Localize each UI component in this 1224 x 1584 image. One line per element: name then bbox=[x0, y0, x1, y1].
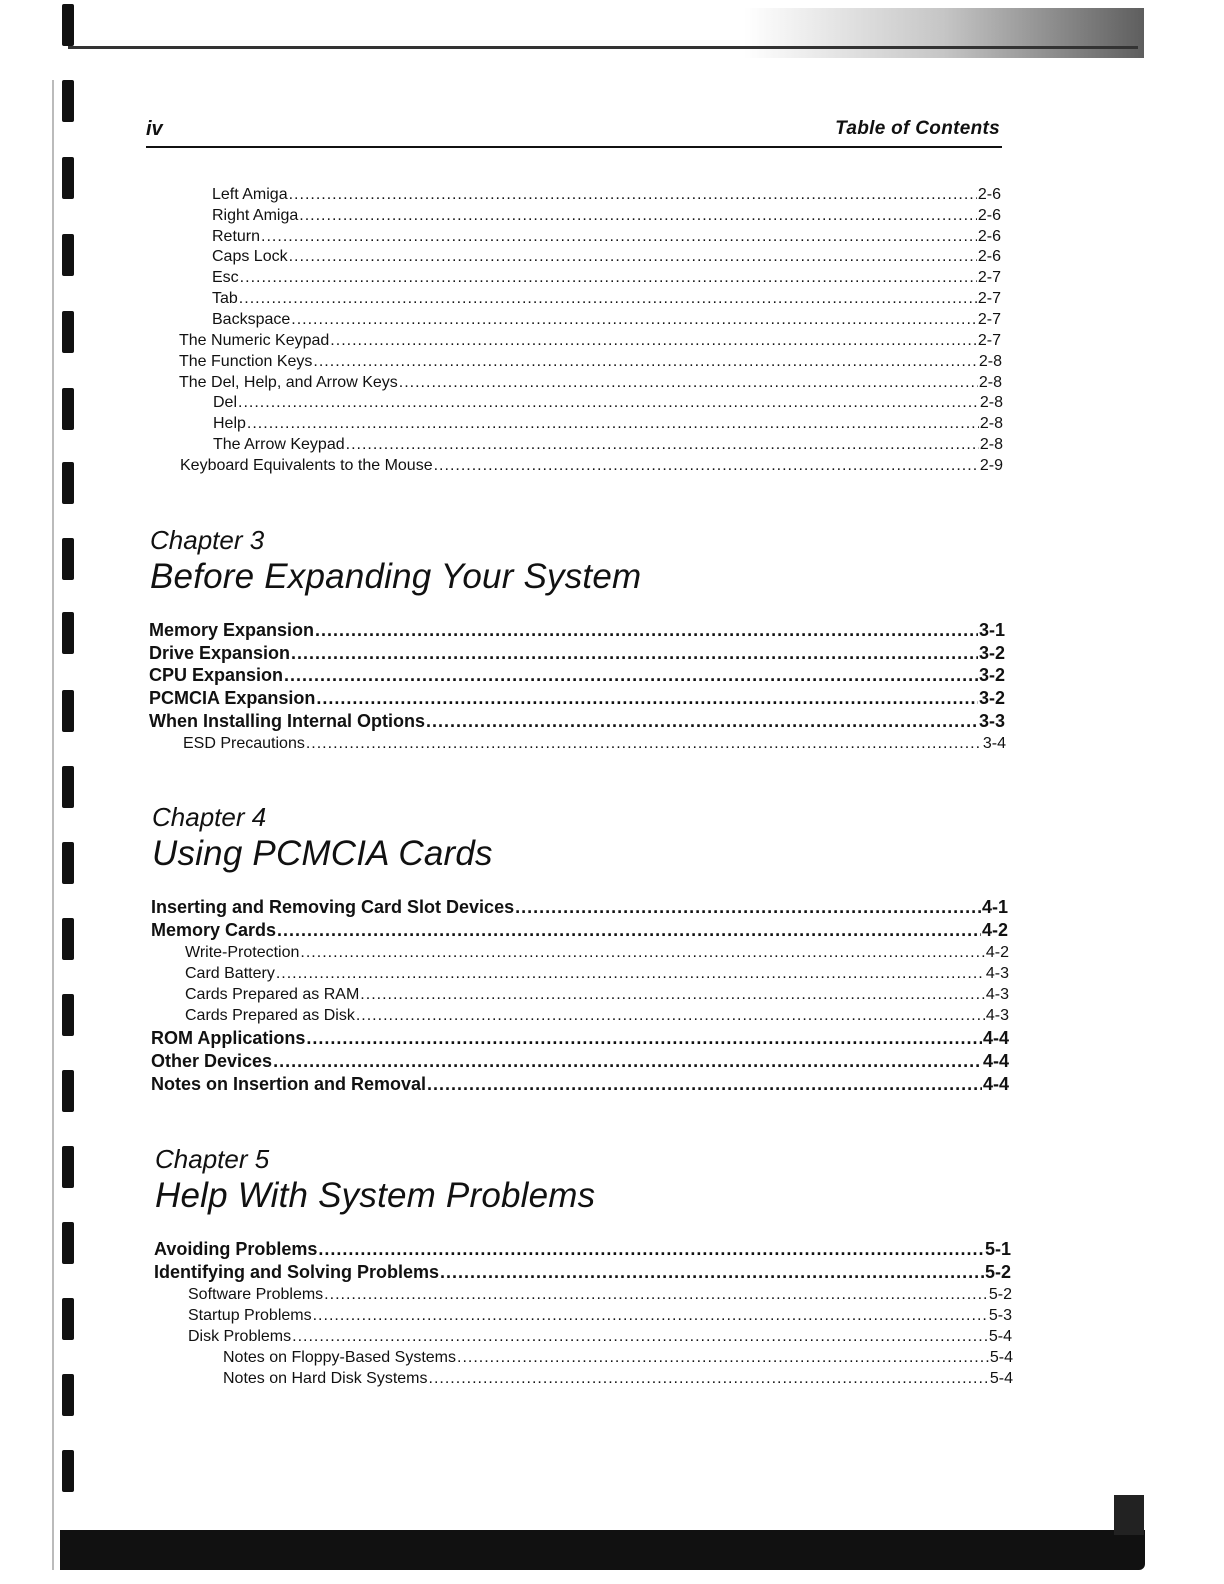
toc-entry-title: Disk Problems bbox=[188, 1328, 292, 1345]
toc-entry bbox=[188, 1328, 1012, 1346]
toc-entry bbox=[149, 643, 1005, 664]
toc-entry-title: Avoiding Problems bbox=[154, 1239, 318, 1259]
toc-entry-title: Right Amiga bbox=[212, 207, 299, 224]
toc-entry-page: 2-9 bbox=[979, 457, 1003, 474]
toc-entry bbox=[149, 620, 1005, 641]
punch-hole bbox=[62, 612, 74, 654]
page-number: iv bbox=[146, 118, 163, 140]
toc-entry-page: 4-2 bbox=[981, 920, 1008, 940]
toc-entry bbox=[185, 965, 1009, 983]
toc-entry-page: 2-6 bbox=[977, 248, 1001, 265]
punch-hole bbox=[62, 1450, 74, 1492]
toc-entry bbox=[180, 457, 1003, 475]
scan-edge-bottom bbox=[60, 1530, 1145, 1570]
punch-hole bbox=[62, 918, 74, 960]
toc-entry bbox=[149, 665, 1005, 686]
toc-entry bbox=[179, 374, 1002, 392]
toc-entry bbox=[213, 394, 1003, 412]
toc-entry-title: Del bbox=[213, 394, 238, 411]
leader-dots bbox=[324, 1286, 988, 1304]
toc-entry bbox=[154, 1239, 1011, 1260]
toc-entry-page: 2-7 bbox=[977, 290, 1001, 307]
chapter-label: Chapter 4 bbox=[152, 802, 267, 832]
toc-entry-title: Memory Cards bbox=[151, 920, 277, 940]
toc-entry-title: Other Devices bbox=[151, 1051, 273, 1071]
punch-hole bbox=[62, 80, 74, 122]
toc-entry bbox=[213, 415, 1003, 433]
punch-hole bbox=[62, 538, 74, 580]
leader-dots bbox=[299, 207, 977, 225]
leader-dots bbox=[356, 1007, 985, 1025]
toc-entry-page: 2-8 bbox=[979, 436, 1003, 453]
toc-entry-page: 2-7 bbox=[977, 269, 1001, 286]
toc-entry bbox=[149, 711, 1005, 732]
punch-hole bbox=[62, 311, 74, 353]
toc-entry-title: ROM Applications bbox=[151, 1028, 306, 1048]
leader-dots bbox=[300, 944, 984, 962]
punch-hole bbox=[62, 234, 74, 276]
toc-entry-page: 2-8 bbox=[979, 394, 1003, 411]
leader-dots bbox=[313, 1307, 988, 1325]
leader-dots bbox=[291, 643, 978, 664]
leader-dots bbox=[276, 965, 985, 983]
running-title: Table of Contents bbox=[835, 118, 1000, 139]
leader-dots bbox=[318, 1239, 984, 1260]
toc-entry-page: 4-4 bbox=[982, 1028, 1009, 1048]
toc-entry-page: 4-4 bbox=[982, 1051, 1009, 1071]
chapter-title: Help With System Problems bbox=[155, 1176, 596, 1215]
punch-hole bbox=[62, 1222, 74, 1264]
toc-entry-title: Help bbox=[213, 415, 246, 432]
toc-entry-title: Return bbox=[212, 228, 261, 245]
toc-entry-page: 2-8 bbox=[978, 374, 1002, 391]
toc-entry-page: 2-8 bbox=[979, 415, 1003, 432]
toc-entry bbox=[151, 1028, 1009, 1049]
toc-entry-title: Backspace bbox=[212, 311, 291, 328]
leader-dots bbox=[330, 332, 977, 350]
punch-hole bbox=[62, 388, 74, 430]
leader-dots bbox=[277, 920, 981, 941]
scan-edge-top bbox=[68, 46, 1138, 49]
toc-entry-title: Cards Prepared as RAM bbox=[185, 986, 360, 1003]
toc-entry bbox=[188, 1307, 1012, 1325]
toc-entry-page: 2-6 bbox=[977, 228, 1001, 245]
toc-entry-title: Keyboard Equivalents to the Mouse bbox=[180, 457, 433, 474]
leader-dots bbox=[346, 436, 979, 454]
leader-dots bbox=[306, 735, 982, 753]
toc-entry-page: 5-4 bbox=[989, 1349, 1013, 1366]
leader-dots bbox=[273, 1051, 982, 1072]
leader-dots bbox=[426, 711, 978, 732]
punch-hole bbox=[62, 842, 74, 884]
toc-entry-title: Notes on Hard Disk Systems bbox=[223, 1370, 428, 1387]
leader-dots bbox=[427, 1074, 982, 1095]
toc-entry bbox=[179, 332, 1001, 350]
punch-hole bbox=[62, 1146, 74, 1188]
toc-entry-page: 3-2 bbox=[978, 665, 1005, 685]
toc-entry-title: Notes on Insertion and Removal bbox=[151, 1074, 427, 1094]
toc-entry-title: Software Problems bbox=[188, 1286, 324, 1303]
toc-entry-page: 3-1 bbox=[978, 620, 1005, 640]
toc-entry bbox=[179, 353, 1002, 371]
toc-entry-title: The Numeric Keypad bbox=[179, 332, 330, 349]
toc-entry bbox=[151, 920, 1008, 941]
toc-entry bbox=[151, 1074, 1009, 1095]
toc-entry-title: Caps Lock bbox=[212, 248, 288, 265]
punch-hole bbox=[62, 1070, 74, 1112]
punch-hole bbox=[62, 4, 74, 46]
toc-entry-title: ESD Precautions bbox=[183, 735, 305, 752]
scan-artifact-bottom bbox=[1114, 1495, 1144, 1535]
toc-entry-page: 5-4 bbox=[988, 1328, 1012, 1345]
leader-dots bbox=[315, 620, 978, 641]
toc-entry-title: Left Amiga bbox=[212, 186, 288, 203]
toc-entry-title: When Installing Internal Options bbox=[149, 711, 426, 731]
punch-hole bbox=[62, 994, 74, 1036]
toc-entry-page: 5-4 bbox=[989, 1370, 1013, 1387]
toc-entry bbox=[212, 311, 1001, 329]
chapter-label: Chapter 3 bbox=[150, 525, 265, 555]
toc-entry-page: 2-7 bbox=[977, 332, 1001, 349]
chapter-title: Using PCMCIA Cards bbox=[152, 834, 493, 873]
toc-entry bbox=[149, 688, 1005, 709]
toc-entry-page: 5-2 bbox=[988, 1286, 1012, 1303]
toc-entry-page: 2-6 bbox=[977, 186, 1001, 203]
toc-entry bbox=[212, 186, 1001, 204]
toc-entry bbox=[212, 207, 1001, 225]
scan-artifact-top bbox=[744, 8, 1144, 58]
toc-entry-page: 5-3 bbox=[988, 1307, 1012, 1324]
leader-dots bbox=[429, 1370, 989, 1388]
punch-hole bbox=[62, 1374, 74, 1416]
toc-entry-title: The Arrow Keypad bbox=[213, 436, 345, 453]
toc-entry-page: 3-2 bbox=[978, 688, 1005, 708]
toc-entry-page: 4-3 bbox=[985, 986, 1009, 1003]
leader-dots bbox=[360, 986, 985, 1004]
leader-dots bbox=[261, 228, 977, 246]
leader-dots bbox=[457, 1349, 989, 1367]
toc-entry bbox=[212, 248, 1001, 266]
toc-entry bbox=[223, 1349, 1013, 1367]
toc-entry-title: CPU Expansion bbox=[149, 665, 284, 685]
toc-entry-page: 4-4 bbox=[982, 1074, 1009, 1094]
leader-dots bbox=[289, 186, 977, 204]
toc-entry bbox=[151, 1051, 1009, 1072]
leader-dots bbox=[247, 415, 979, 433]
toc-entry bbox=[223, 1370, 1013, 1388]
toc-entry-page: 4-3 bbox=[985, 965, 1009, 982]
leader-dots bbox=[306, 1028, 982, 1049]
toc-entry-page: 4-3 bbox=[985, 1007, 1009, 1024]
toc-entry bbox=[188, 1286, 1012, 1304]
toc-entry-title: Identifying and Solving Problems bbox=[154, 1262, 440, 1282]
toc-entry-page: 3-2 bbox=[978, 643, 1005, 663]
leader-dots bbox=[399, 374, 978, 392]
leader-dots bbox=[284, 665, 978, 686]
toc-entry-page: 4-2 bbox=[985, 944, 1009, 961]
toc-entry-title: Tab bbox=[212, 290, 238, 307]
toc-entry-title: Cards Prepared as Disk bbox=[185, 1007, 355, 1024]
toc-entry-title: Inserting and Removing Card Slot Devices bbox=[151, 897, 515, 917]
toc-entry-title: Startup Problems bbox=[188, 1307, 312, 1324]
toc-entry-page: 5-1 bbox=[984, 1239, 1011, 1259]
toc-entry-page: 2-7 bbox=[977, 311, 1001, 328]
page-header bbox=[146, 116, 1002, 148]
punch-hole bbox=[62, 1298, 74, 1340]
toc-entry-title: Drive Expansion bbox=[149, 643, 291, 663]
toc-entry bbox=[185, 986, 1009, 1004]
leader-dots bbox=[316, 688, 978, 709]
toc-entry bbox=[185, 944, 1009, 962]
toc-entry-page: 5-2 bbox=[984, 1262, 1011, 1282]
binding-line bbox=[52, 80, 54, 1570]
toc-entry-title: Esc bbox=[212, 269, 239, 286]
chapter-title: Before Expanding Your System bbox=[150, 557, 642, 596]
toc-entry-page: 2-6 bbox=[977, 207, 1001, 224]
toc-entry-title: Memory Expansion bbox=[149, 620, 315, 640]
leader-dots bbox=[313, 353, 977, 371]
toc-entry bbox=[212, 290, 1001, 308]
leader-dots bbox=[239, 290, 977, 308]
toc-entry-title: The Function Keys bbox=[179, 353, 313, 370]
punch-hole bbox=[62, 766, 74, 808]
punch-hole bbox=[62, 690, 74, 732]
toc-entry-title: Notes on Floppy-Based Systems bbox=[223, 1349, 456, 1366]
leader-dots bbox=[292, 1328, 988, 1346]
leader-dots bbox=[440, 1262, 984, 1283]
leader-dots bbox=[291, 311, 977, 329]
toc-entry bbox=[185, 1007, 1009, 1025]
toc-entry-page: 3-3 bbox=[978, 711, 1005, 731]
toc-entry bbox=[212, 269, 1001, 287]
toc-entry bbox=[213, 436, 1003, 454]
toc-entry bbox=[212, 228, 1001, 246]
chapter-label: Chapter 5 bbox=[155, 1144, 270, 1174]
toc-entry bbox=[154, 1262, 1011, 1283]
toc-entry-title: Write-Protection bbox=[185, 944, 300, 961]
toc-entry-title: Card Battery bbox=[185, 965, 275, 982]
leader-dots bbox=[238, 394, 979, 412]
toc-entry-title: The Del, Help, and Arrow Keys bbox=[179, 374, 398, 391]
toc-entry bbox=[151, 897, 1008, 918]
toc-entry-title: PCMCIA Expansion bbox=[149, 688, 316, 708]
leader-dots bbox=[434, 457, 979, 475]
leader-dots bbox=[240, 269, 977, 287]
toc-entry-page: 3-4 bbox=[982, 735, 1006, 752]
leader-dots bbox=[289, 248, 977, 266]
punch-hole bbox=[62, 157, 74, 199]
toc-entry-page: 2-8 bbox=[978, 353, 1002, 370]
punch-hole bbox=[62, 462, 74, 504]
toc-entry-page: 4-1 bbox=[981, 897, 1008, 917]
toc-entry bbox=[183, 735, 1006, 753]
leader-dots bbox=[515, 897, 981, 918]
